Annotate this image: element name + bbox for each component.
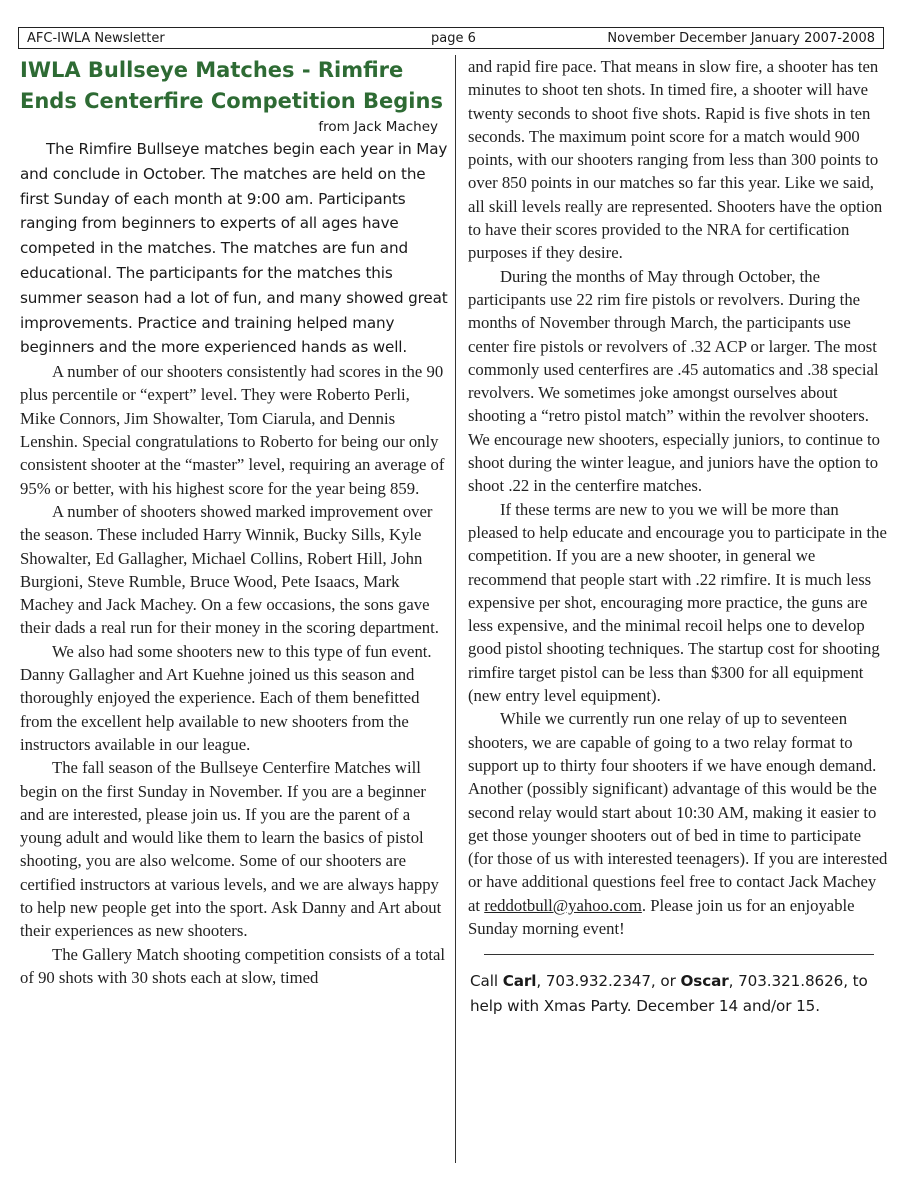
column-divider	[455, 55, 456, 1163]
paragraph-fall-season: The fall season of the Bullseye Centerfire Matches will begin on the first Sunday in November. If you are a beginner and are interested, please join us. If you are the parent of a young adult and would like them to learn the basics of pistol shooting, you are also welcome. Some of our shooters are certified instructors at various levels, and we are always happy to help new people get into the sport. Ask Danny and Art about their experiences as new shooters.	[20, 758, 442, 941]
paragraph-gallery-match: The Gallery Match shooting competition consists of a total of 90 shots with 30 shots each at slow, timed	[20, 944, 446, 987]
paragraph-pistols: During the months of May through October, the participants use 22 rim fire pistols or revolvers. During the months of November through March, the participants use center fire pistols or revolvers of .32 ACP or larger. The most commonly used centerfires are .45 automatics and .38 special revolvers. We sometimes joke amongst ourselves about shooting a “retro pistol match” within the revolver shooters. We encourage new shooters, especially juniors, to continue to shoot during the winter league, and juniors have the option to shoot .22 in the centerfire matches.	[468, 266, 881, 496]
xmas-party-callout	[470, 969, 888, 1019]
section-divider	[484, 954, 874, 955]
title-line-1: IWLA Bullseye Matches - Rimfire	[20, 58, 404, 82]
contact-phone-oscar: , 703.321.8626, to help with Xmas Party. December 14 and/or 15.	[470, 972, 868, 1016]
paragraph-intro: The Rimfire Bullseye matches begin each year in May and conclude in October. The matches are held on the first Sunday of each month at 9:00 am. Participants ranging from beginners to experts of all ages have competed in the matches. The matches are fun and educational. The participants for the matches this summer season had a lot of fun, and many showed great improvements. Practice and training helped many beginners and the more experienced hands as well.	[20, 140, 448, 357]
callout-prefix: Call	[470, 972, 503, 991]
page-number: page 6	[431, 31, 476, 46]
paragraph-new-shooters: We also had some shooters new to this type of fun event. Danny Gallagher and Art Kuehne joined us this season and thoroughly enjoyed the experience. Each of them benefitted from the excellent help available to new shooters from the instructors available in our league.	[20, 641, 432, 754]
newsletter-name: AFC-IWLA Newsletter	[27, 31, 165, 46]
paragraph-terms: If these terms are new to you we will be more than pleased to help educate and encourage you to participate in the competition. If you are a new shooter, in general we recommend that people start with .22 rimfire. It is much less expensive per shot, encouraging more practice, the guns are less expensive, and the minimal recoil helps one to develop good pistol shooting techniques. The startup cost for shooting rimfire target pistol can be less than $300 for all equipment (new entry level equipment).	[468, 499, 887, 706]
relay-closing: . Please join us for an enjoyable Sunday morning event!	[468, 895, 855, 938]
paragraph-improvement: A number of shooters showed marked improvement over the season. These included Harry Winnik, Bucky Sills, Kyle Showalter, Ed Gallagher, Michael Collins, Robert Hill, John Burgioni, Steve Rumble, Bruce Wood, Pete Isaacs, Mark Machey and Jack Machey. On a few occasions, the sons gave their dads a real run for their money in the scoring department.	[20, 501, 439, 638]
paragraph-experts: A number of our shooters consistently had scores in the 90 plus percentile or “expert” level. They were Roberto Perli, Mike Connors, Jim Showalter, Tom Ciarula, and Dennis Lenshin. Special congratulations to Roberto for being our only consistent shooter at the “master” level, requiring an average of 95% or better, with his highest score for the year being 859.	[20, 362, 445, 498]
issue-date: November December January 2007-2008	[607, 31, 875, 46]
contact-name-oscar: Oscar	[680, 972, 729, 991]
article-title	[20, 55, 448, 117]
paragraph-relay	[468, 707, 888, 940]
newsletter-header	[18, 27, 884, 49]
paragraph-fire-pace: and rapid fire pace. That means in slow fire, a shooter has ten minutes to shoot ten shots. In timed fire, a shooter will have twenty seconds to shoot five shots. Rapid is five shots in ten seconds. The maximum point score for a match would 900 points, with our shooters ranging from less than 300 points to over 850 points in our matches so far this year. Like we said, all skill levels really are represented. Shooters have the option to have their scores provided to the NRA for certification purposes if they desire.	[468, 57, 883, 263]
relay-text: While we currently run one relay of up to seventeen shooters, we are capable of going to a two relay format to support up to thirty four shooters if we have enough demand. Another (possibly significant) advantage of this would be the second relay would start about 10:30 AM, making it easier to get those younger shooters out of bed in time to participate (for those of us with interested teenagers). If you are interested or have additional questions feel free to contact Jack Machey at	[468, 709, 888, 915]
contact-email-link[interactable]: reddotbull@yahoo.com	[484, 895, 642, 915]
right-column	[468, 55, 888, 1019]
article-byline: from Jack Machey	[318, 119, 438, 135]
contact-phone-carl: , 703.932.2347, or	[536, 972, 681, 991]
title-line-2: Ends Centerfire Competition Begins	[20, 89, 443, 113]
left-column	[20, 55, 448, 989]
contact-name-carl: Carl	[502, 972, 537, 991]
